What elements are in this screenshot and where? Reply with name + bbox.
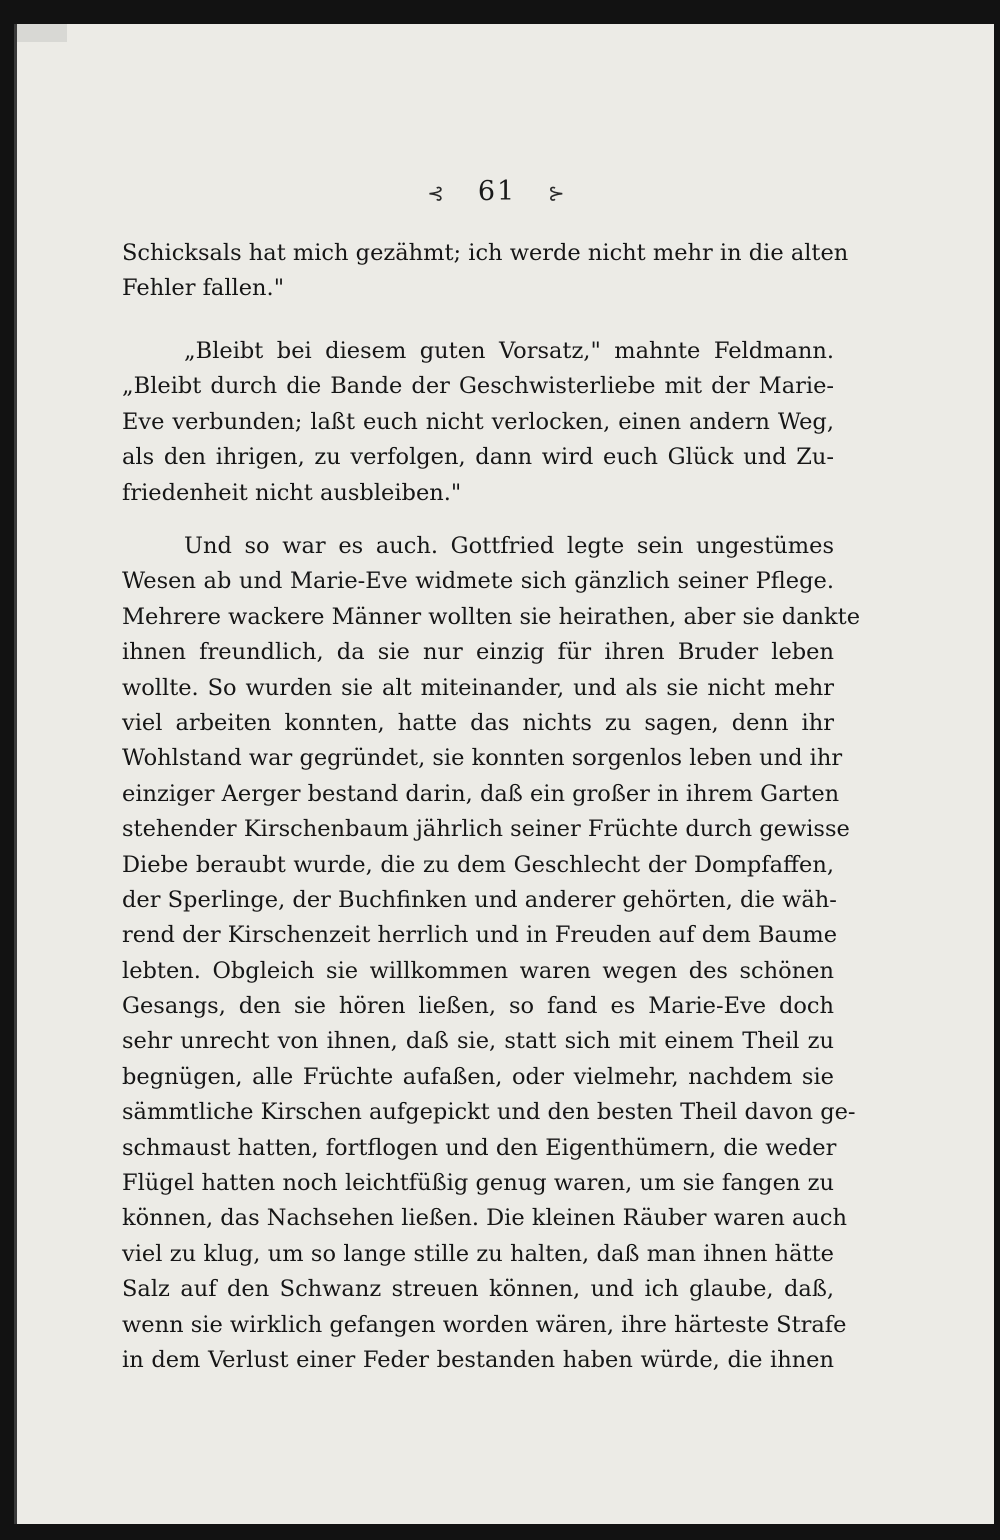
text-line: ihnen freundlich, da sie nur einzig für ihren Bruder leben (122, 639, 834, 666)
text-line: Fehler fallen." (122, 275, 285, 302)
text-line: Und so war es auch. Gottfried legte sein ungestümes (184, 533, 834, 559)
text-line: friedenheit nicht ausbleiben." (122, 479, 462, 506)
text-line: Flügel hatten noch leichtfüßig genug waren, um sie fangen zu (122, 1170, 834, 1197)
text-line: der Sperlinge, der Buchfinken und anderer gehörten, die wäh- (122, 886, 837, 913)
text-line: Wohlstand war gegründet, sie konnten sorgenlos leben und ihr (122, 745, 843, 772)
text-line: Diebe beraubt wurde, die zu dem Geschlecht der Dompfaffen, (122, 851, 834, 878)
text-line: Wesen ab und Marie-Eve widmete sich gänzlich seiner Pflege. (122, 568, 834, 595)
text-line: Gesangs, den sie hören ließen, so fand es Marie-Eve doch (122, 993, 834, 1020)
ornament-left: ⊰ (427, 181, 447, 205)
page-header (17, 176, 977, 207)
text-line: rend der Kirschenzeit herrlich und in Freuden auf dem Baume (122, 922, 838, 949)
paragraph-3 (122, 529, 861, 1378)
text-line: einziger Aerger bestand darin, daß ein großer in ihrem Garten (122, 780, 840, 807)
text-line: begnügen, alle Früchte aufaßen, oder vielmehr, nachdem sie (122, 1063, 834, 1090)
text-line: sehr unrecht von ihnen, daß sie, statt sich mit einem Theil zu (122, 1028, 834, 1055)
text-line: viel zu klug, um so lange stille zu halten, daß man ihnen hätte (122, 1240, 834, 1267)
text-line: wenn sie wirklich gefangen worden wären, ihre härteste Strafe (122, 1311, 847, 1338)
paragraph-2 (122, 334, 834, 511)
text-line: „Bleibt durch die Bande der Geschwisterliebe mit der Marie- (122, 373, 834, 400)
text-line: Schicksals hat mich gezähmt; ich werde nicht mehr in die alten (122, 240, 849, 266)
text-line: Eve verbunden; laßt euch nicht verlocken, einen andern Weg, (122, 408, 834, 435)
ornament-right: ⊱ (547, 181, 567, 205)
text-line: lebten. Obgleich sie willkommen waren wegen des schönen (122, 957, 834, 984)
text-line: als den ihrigen, zu verfolgen, dann wird euch Glück und Zu- (122, 444, 834, 471)
book-page (14, 24, 994, 1524)
text-line: sämmtliche Kirschen aufgepickt und den besten Theil davon ge- (122, 1099, 856, 1126)
paragraph-1 (122, 236, 849, 307)
text-line: Salz auf den Schwanz streuen können, und ich glaube, daß, (122, 1276, 834, 1303)
text-line: können, das Nachsehen ließen. Die kleinen Räuber waren auch (122, 1205, 848, 1232)
text-line: wollte. So wurden sie alt miteinander, und als sie nicht mehr (122, 674, 834, 701)
text-line: schmaust hatten, fortflogen und den Eigenthümern, die weder (122, 1134, 837, 1161)
text-line: stehender Kirschenbaum jährlich seiner Früchte durch gewisse (122, 816, 850, 843)
text-line: in dem Verlust einer Feder bestanden haben würde, die ihnen (122, 1346, 834, 1373)
page-number: 61 (477, 176, 517, 207)
text-line: „Bleibt bei diesem guten Vorsatz," mahnte Feldmann. (184, 338, 834, 364)
scan-edge-mark (17, 24, 67, 42)
text-line: viel arbeiten konnten, hatte das nichts zu sagen, denn ihr (122, 709, 834, 736)
text-line: Mehrere wackere Männer wollten sie heirathen, aber sie dankte (122, 603, 861, 630)
